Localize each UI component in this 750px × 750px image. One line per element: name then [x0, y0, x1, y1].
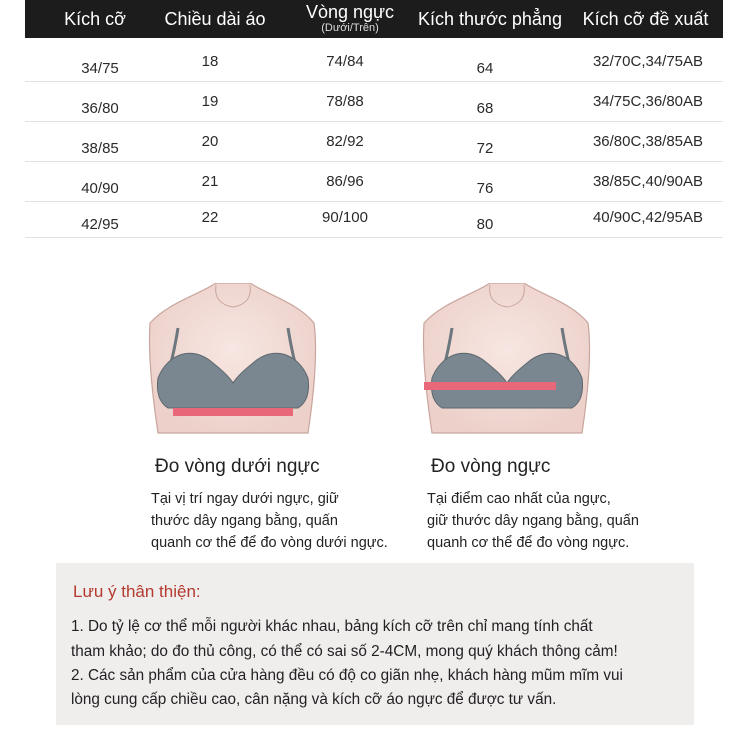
- header-bust-label: Vòng ngực: [305, 2, 395, 23]
- cell-flat: 76: [476, 180, 494, 197]
- note-line: 2. Các sản phẩm của cửa hàng đều có độ co giãn nhẹ, khách hàng mũm mĩm vui: [71, 667, 623, 684]
- note-line: 1. Do tỷ lệ cơ thể mỗi người khác nhau, bảng kích cỡ trên chỉ mang tính chất: [71, 618, 593, 635]
- cell-size: 42/95: [81, 216, 119, 233]
- cell-length: 19: [201, 93, 219, 110]
- cell-recommended: 36/80C,38/85AB: [592, 133, 704, 150]
- header-flat: Kích thước phẳng: [418, 8, 562, 29]
- cell-bust: 82/92: [326, 133, 364, 150]
- table-row: [25, 42, 723, 82]
- cell-size: 36/80: [81, 100, 119, 117]
- cell-recommended: 32/70C,34/75AB: [592, 53, 704, 70]
- cell-flat: 64: [476, 60, 494, 77]
- note-line: tham khảo; do đo thủ công, có thể có sai số 2-4CM, mong quý khách thông cảm!: [71, 643, 618, 660]
- cell-length: 22: [201, 209, 219, 226]
- underbust-illustration: [138, 283, 328, 443]
- cell-size: 40/90: [81, 180, 119, 197]
- underbust-text-line: quanh cơ thể để đo vòng dưới ngực.: [151, 535, 388, 551]
- table-row: [25, 162, 723, 202]
- cell-bust: 74/84: [326, 53, 364, 70]
- cell-recommended: 34/75C,36/80AB: [592, 93, 704, 110]
- underbust-text-line: thước dây ngang bằng, quấn: [151, 513, 338, 529]
- bust-text-line: Tại điểm cao nhất của ngực,: [427, 491, 611, 507]
- underbust-text-line: Tại vị trí ngay dưới ngực, giữ: [151, 491, 339, 507]
- cell-flat: 80: [476, 216, 494, 233]
- cell-length: 21: [201, 173, 219, 190]
- cell-length: 20: [201, 133, 219, 150]
- size-table-header: [25, 0, 723, 38]
- cell-recommended: 38/85C,40/90AB: [592, 173, 704, 190]
- bust-text-line: quanh cơ thể để đo vòng ngực.: [427, 535, 630, 551]
- note-title: Lưu ý thân thiện:: [73, 582, 201, 601]
- cell-bust: 86/96: [326, 173, 364, 190]
- header-bust-sub: (Dưới/Trên): [321, 22, 379, 35]
- note-line: lòng cung cấp chiều cao, cân nặng và kích cỡ áo ngực để được tư vấn.: [71, 691, 557, 708]
- cell-bust: 90/100: [322, 209, 368, 226]
- cell-flat: 68: [476, 100, 494, 117]
- bust-text-line: giữ thước dây ngang bằng, quấn: [427, 513, 639, 529]
- underbust-title: Đo vòng dưới ngực: [155, 456, 320, 477]
- header-size: Kích cỡ: [64, 8, 126, 29]
- bust-title: Đo vòng ngực: [431, 456, 551, 477]
- cell-length: 18: [201, 53, 219, 70]
- table-row: [25, 198, 723, 238]
- note-box: [56, 563, 694, 725]
- header-recommended: Kích cỡ đề xuất: [582, 8, 709, 29]
- table-row: [25, 122, 723, 162]
- header-bust: [295, 0, 405, 38]
- cell-flat: 72: [476, 140, 494, 157]
- bust-illustration: [412, 283, 602, 443]
- cell-bust: 78/88: [326, 93, 364, 110]
- cell-size: 34/75: [81, 60, 119, 77]
- cell-size: 38/85: [81, 140, 119, 157]
- table-row: [25, 82, 723, 122]
- cell-recommended: 40/90C,42/95AB: [592, 209, 704, 226]
- header-length: Chiều dài áo: [164, 8, 266, 29]
